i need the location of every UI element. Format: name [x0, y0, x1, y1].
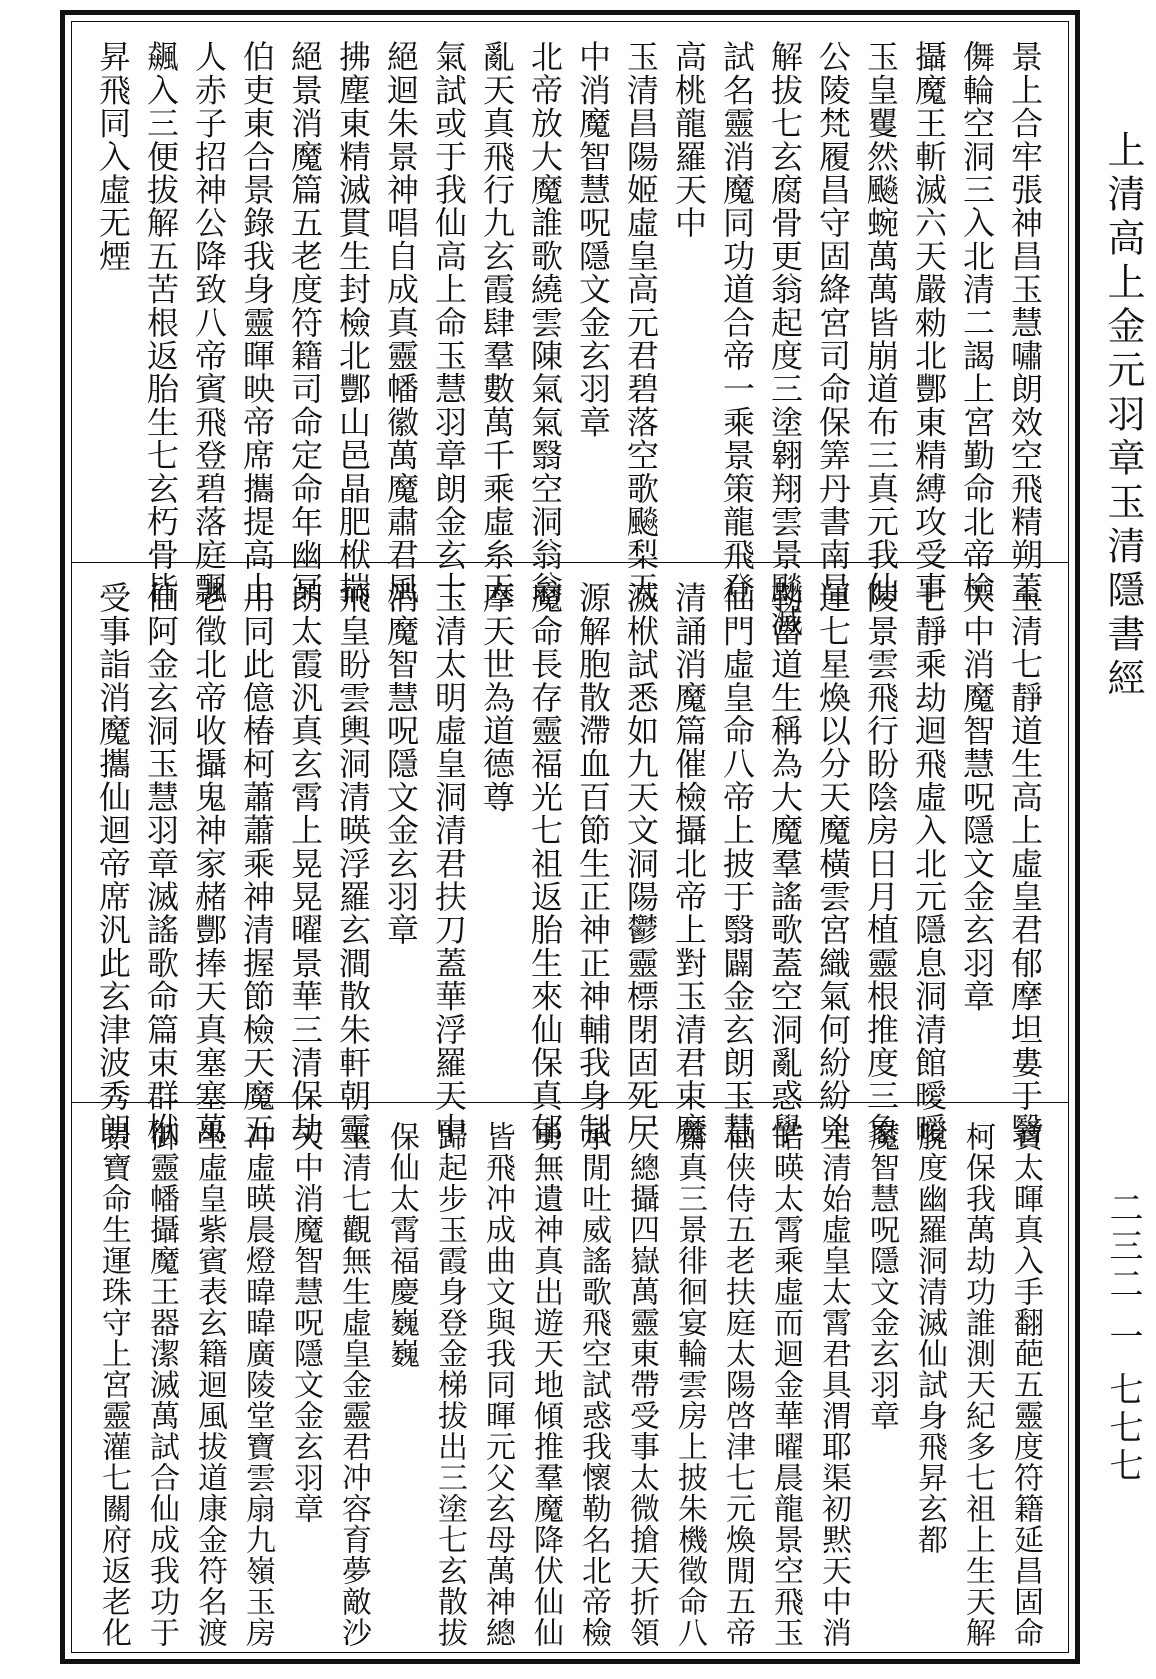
- text-column: 用同此億椿柯蕭蕭乘神清握節檢天魔五: [238, 581, 276, 1146]
- text-column: 勇無遺神真出遊天地傾推羣魔降伏仙仙: [528, 1121, 563, 1648]
- text-column: 景上合牢張神昌玉慧嘯朗效空飛精朔蓋: [1006, 40, 1044, 605]
- text-column: 源解胞散滯血百節生正神正神輔我身制: [574, 581, 612, 1146]
- register-bottom: [72, 1102, 1068, 1663]
- text-area: [71, 21, 1069, 1653]
- text-column: 天中消魔智慧呪隱文金玄羽章: [958, 581, 996, 1013]
- text-column: 玉清昌陽姬虛皇高元君碧落空歌飈梨天: [622, 40, 660, 605]
- register-middle: [72, 562, 1068, 1146]
- text-column: 飛皇盼雲輿洞清暎浮羅玄澗散朱軒朝靈: [334, 581, 372, 1146]
- text-column: 承閒吐威謠歌飛空試惑我懷勒名北帝檢: [576, 1121, 611, 1648]
- text-column: 受事詣消魔攜仙迴帝席汎此玄津波秀朗: [94, 581, 132, 1146]
- text-column: 歸起步玉霞身登金梯拔出三塗七玄散拔: [432, 1121, 467, 1648]
- text-column: 滅栿試悉如九天文洞陽鬱靈標閉固死尸: [622, 581, 660, 1146]
- text-column: 柯保我萬劫功誰測天紀多七祖上生天解: [960, 1121, 995, 1648]
- text-column: 玉清七靜道生高上虛皇君郁摩坦婁于翳: [1006, 581, 1044, 1146]
- text-column: 儛輪空洞三入北清二謁上宮勤命北帝檢: [958, 40, 996, 605]
- text-column: 天總攝四嶽萬靈東帶受事太微搶天折領: [624, 1121, 659, 1648]
- text-column: 亂天真飛行九玄霞肆羣數萬千乘虛糸天: [478, 40, 516, 605]
- text-column: 伯吏東合景錄我身靈暉映帝席攜提高上: [238, 40, 276, 605]
- text-column: 皆飛冲成曲文與我同暉元父玄母萬神總: [480, 1121, 515, 1648]
- text-column: 高桃龍羅天中: [670, 40, 708, 240]
- text-column: 天中消魔智慧呪隱文金玄羽章: [288, 1121, 323, 1524]
- text-column: 寶太暉真入手翻葩五靈度符籍延昌固命: [1008, 1121, 1043, 1648]
- text-column: 人赤子招神公降致八帝賓飛登碧落庭飄: [190, 40, 228, 605]
- text-column: 中消魔智慧呪隱文金玄羽章: [574, 40, 612, 439]
- text-column: 絕迴朱景神唱自成真靈幡徽萬魔肅君風: [382, 40, 420, 605]
- text-column: 坐虛皇紫賓表玄籍迴風拔道康金符名渡: [192, 1121, 227, 1648]
- text-column: 運七星煥以分天魔橫雲宮織氣何紛紛兇: [814, 581, 852, 1146]
- page-frame: [60, 10, 1080, 1664]
- text-column: 冲虛暎晨燈暐暐廣陵堂寶雲扇九嶺玉房: [240, 1121, 275, 1648]
- text-column: 解拔七玄腐骨更翁起度三塗翱翔雲景飈滅: [766, 40, 804, 638]
- text-column: 魔智慧呪隱文金玄羽章: [864, 1121, 899, 1431]
- text-column: 北帝放大魔誰歌繞雲陳氣氣翳空洞翁翁: [526, 40, 564, 605]
- text-column: 仙門虛皇命八帝上披于翳闢金玄朗玉慧: [718, 581, 756, 1146]
- text-column: 清誦消魔篇催檢攝北帝上對玉清君束魔: [670, 581, 708, 1146]
- text-column: 絕景消魔篇五老度符籍司命定命年幽冥: [286, 40, 324, 605]
- text-column: 拂塵東精滅貫生封檢北酆山邑晶肥栿揣: [334, 40, 372, 605]
- text-column: 仙侠侍五老扶庭太陽啓津七元煥閒五帝: [720, 1121, 755, 1648]
- text-column: 攝魔王斬滅六天嚴勑北酆東精縛攻受事: [910, 40, 948, 605]
- text-column: 朗太霞汎真玄霄上晃晃曜景華三清保劫: [286, 581, 324, 1146]
- text-column: 老徵北帝收攝鬼神家赭酆捧天真塞塞萬: [190, 581, 228, 1146]
- text-column: 消魔智慧呪隱文金玄羽章: [382, 581, 420, 947]
- text-column: 昇飛同入虛无煙: [94, 40, 132, 273]
- text-column: 玉清七觀無生虛皇金靈君冲容育夢敵沙: [336, 1121, 371, 1648]
- register-top: [72, 22, 1068, 638]
- text-column: 勒當道生稱為大魔羣謠歌蓋空洞亂惑學: [766, 581, 804, 1146]
- text-column: 氣試或于我仙高上命玉慧羽章朗金玄十: [430, 40, 468, 605]
- text-column: 齋真三景徘徊宴輪雲房上披朱機徵命八: [672, 1121, 707, 1648]
- text-column: 脫度幽羅洞清滅仙試身飛昇玄都: [912, 1121, 947, 1555]
- text-column: 御靈幡攝魔王器潔滅萬試合仙成我功于: [144, 1121, 179, 1648]
- text-column: 公陵梵履昌守固絳宮司命保筭丹書南昌: [814, 40, 852, 605]
- page-number: 二三二 一 七七七: [1103, 1190, 1143, 1486]
- text-column: 飆入三便拔解五苦根返胎生七玄朽骨皆: [142, 40, 180, 605]
- text-column: 試名靈消魔同功道合帝一乘景策龍飛登: [718, 40, 756, 605]
- text-column: 摩天世為道德尊: [478, 581, 516, 814]
- text-column: 仙阿金玄洞玉慧羽章滅謠歌命篇束群栿: [142, 581, 180, 1146]
- text-column: 魔命長存靈福光七祖返胎生來仙保真郁: [526, 581, 564, 1146]
- text-column: 景寶命生運珠守上宮靈灌七關府返老化: [96, 1121, 131, 1648]
- text-column: 陵景雲飛行盼陰房日月植靈根推度三象: [862, 581, 900, 1146]
- text-column: 保仙太霄福慶巍巍: [384, 1121, 419, 1369]
- scripture-title: 上清高上金元羽章玉清隱書經: [1101, 130, 1145, 702]
- text-column: 玉清始虛皇太霄君具渭耶渠初黙天中消: [816, 1121, 851, 1648]
- text-column: 皓暎太霄乘虛而迴金華曜晨龍景空飛玉: [768, 1121, 803, 1648]
- text-column: 玉皇矍然飈蜿萬萬皆崩道布三真元我仙: [862, 40, 900, 605]
- text-column: 玉清太明虛皇洞清君扶刀蓋華浮羅天中: [430, 581, 468, 1146]
- text-column: 七靜乘劫迴飛虛入北元隱息洞清館曖曖: [910, 581, 948, 1146]
